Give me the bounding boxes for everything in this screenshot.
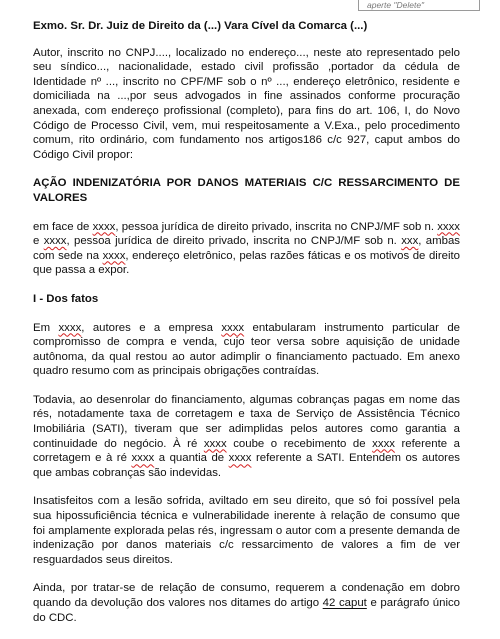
placeholder-word: xxxx [437,220,460,233]
facts-paragraph-4 [33,581,460,625]
text-segment: entabularam instrumento particular de compromisso de compra e venda, cujo teor versa sobre aquisição de unidade autônoma, da qual restou ao autor adimplir o financiamento pactuado. Em anexo quadro resumo com as principais obrigações contraídas. [33,321,460,378]
text-segment: e parágrafo único do CDC. [33,597,461,624]
text-segment: coube o recebimento de [226,437,373,450]
facts-paragraph-1 [33,321,460,379]
text-segment: , endereço eletrônico, pelas razões fáticas e os motivos de direito que passa a expor. [33,249,460,277]
text-segment: em face de [33,220,93,233]
placeholder-word: xxxx [228,452,252,465]
action-title: AÇÃO INDENIZATÓRIA POR DANOS MATERIAIS C/C RESSARCIMENTO DE VALORES [33,177,460,204]
text-segment: a quantia de [154,452,229,465]
placeholder-word: xxxx [43,235,67,248]
text-segment: e [33,235,44,248]
placeholder-word: xxxx [221,321,245,334]
placeholder-word: xxxx [102,249,126,262]
placeholder-word: xxxx [92,220,116,233]
text-segment: , pessoa jurídica de direito privado, inscrita no CNPJ/MF sob n. [66,235,402,248]
text-segment: , ambas com sede na [33,235,460,262]
text-segment: , autores e a empresa [81,321,222,334]
section-title: I - Dos fatos [33,292,99,305]
text-segment: referente a corretagem e à ré [33,437,460,465]
text-segment: Ainda, por tratar-se de relação de consumo, requerem a condenação em dobro quando da devolução dos valores nos ditames do artigo [33,582,460,609]
delete-hint-label: aperte "Delete" [358,0,480,11]
placeholder-word: xxxx [372,437,395,450]
placeholder-word: xxx [401,235,419,248]
intro-paragraph: Autor, inscrito no CNPJ...., localizado no endereço..., neste ato representado pelo seu síndico..., nacionalidade, estado civil profissão ,portador da cédula de Identidade nº ..., inscrito no CPF/MF sob o nº ..., endereço eletrônico, residente e domiciliada na ...,por seus advogados in fine assinados conforme procuração anexada, com endereço profissional (completo), para fins do art. 106, I, do Novo Código de Processo Civil, vem, mui respeitosamente a V.Exa., pelo procedimento comum, rito ordinário, com fundamento nos artigos186 c/c 927, caput ambos do Código Civil propor: [33,46,460,161]
placeholder-word: xxxx [203,437,227,450]
text-segment: Em [33,321,59,334]
text-segment: , pessoa jurídica de direito privado, inscrita no CNPJ/MF sob n. [115,220,438,233]
text-segment: referente a SATI. Entendem os autores que ambas cobranças são indevidas. [33,452,460,479]
text-segment: Todavia, ao desenrolar do financiamento, algumas cobranças pagas em nome das rés, notadamente taxa de corretagem e taxa de Serviço de Assistência Técnico Imobiliária (SATI), tiveram que ser adimplidas pelos autores como garantia a continuidade do negócio. À ré [33,393,460,450]
facts-paragraph-3: Insatisfeitos com a lesão sofrida, aviltado em seu direito, que só foi possível pela sua hipossuficiência técnica e vulnerabilidade inerente à relação de consumo que foi amplamente explorada pelas rés, ingressam o autor com a presente demanda de indenização por danos materiais c/c ressarcimento de valores a fim de ver resguardados seus direitos. [33,495,460,566]
placeholder-word: xxxx [131,452,155,465]
placeholder-word: xxxx [58,321,82,334]
facts-paragraph-2 [33,393,460,481]
defendants-paragraph [33,220,460,278]
article-reference: 42 caput [322,597,367,609]
document-body [33,19,460,639]
document-heading: Exmo. Sr. Dr. Juiz de Direito da (...) Vara Cível da Comarca (...) [33,20,368,32]
